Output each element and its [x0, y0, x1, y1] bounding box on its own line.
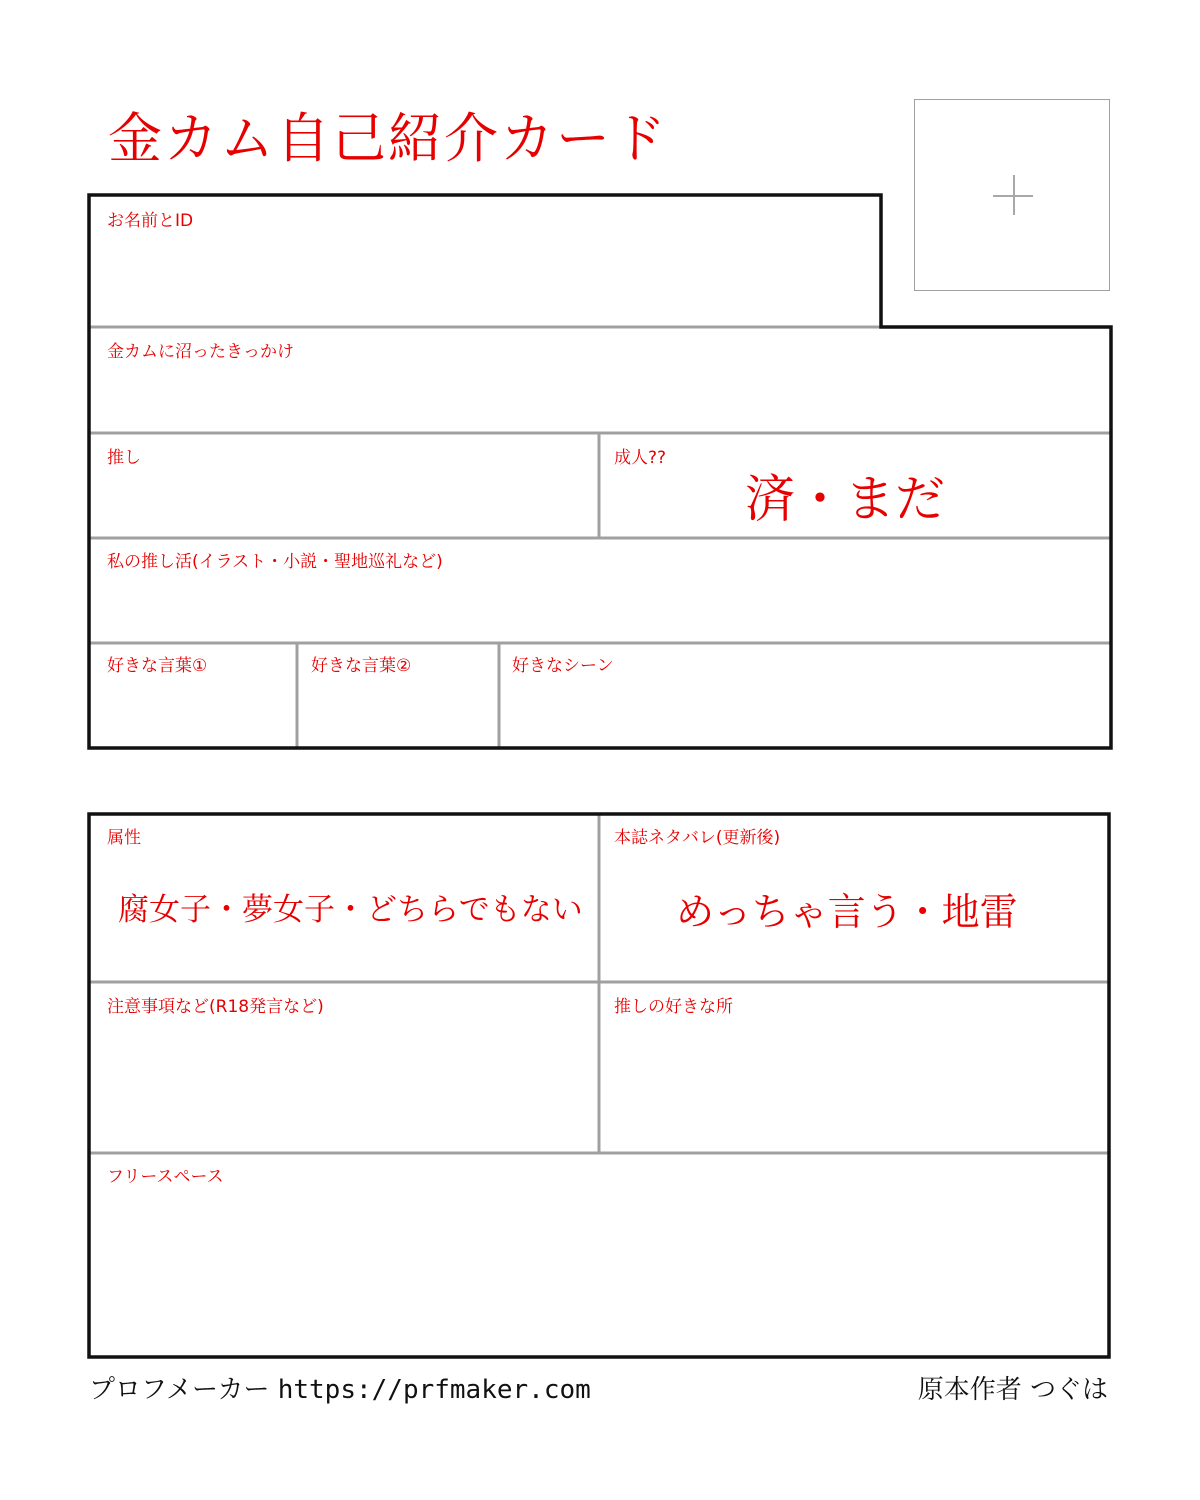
adult-options[interactable]: 済・まだ	[745, 470, 945, 528]
field-activity: 私の推し活(イラスト・小説・聖地巡礼など)	[107, 552, 443, 572]
attribute-options[interactable]: 腐女子・夢女子・どちらでもない	[118, 892, 583, 928]
field-attribute: 属性	[107, 828, 141, 848]
footer-author: 原本作者 つぐは	[917, 1375, 1108, 1405]
field-oshi: 推し	[107, 448, 141, 468]
field-notes: 注意事項など(R18発言など)	[107, 997, 324, 1017]
footer-maker-label: プロフメーカー	[89, 1375, 270, 1405]
field-scene: 好きなシーン	[512, 656, 614, 676]
field-likes: 推しの好きな所	[614, 997, 733, 1017]
field-word-2: 好きな言葉②	[311, 656, 412, 676]
footer-maker-url[interactable]: https://prfmaker.com	[277, 1375, 591, 1405]
field-free-space: フリースペース	[107, 1167, 224, 1187]
field-adult: 成人??	[614, 448, 667, 468]
field-spoiler: 本誌ネタバレ(更新後)	[614, 828, 781, 848]
field-word-1: 好きな言葉①	[107, 656, 208, 676]
spoiler-options[interactable]: めっちゃ言う・地雷	[676, 890, 1018, 934]
field-name-id: お名前とID	[107, 211, 194, 231]
field-trigger: 金カムに沼ったきっかけ	[107, 342, 294, 362]
footer-maker	[89, 1377, 591, 1403]
card-title: 金カム自己紹介カード	[108, 107, 668, 170]
